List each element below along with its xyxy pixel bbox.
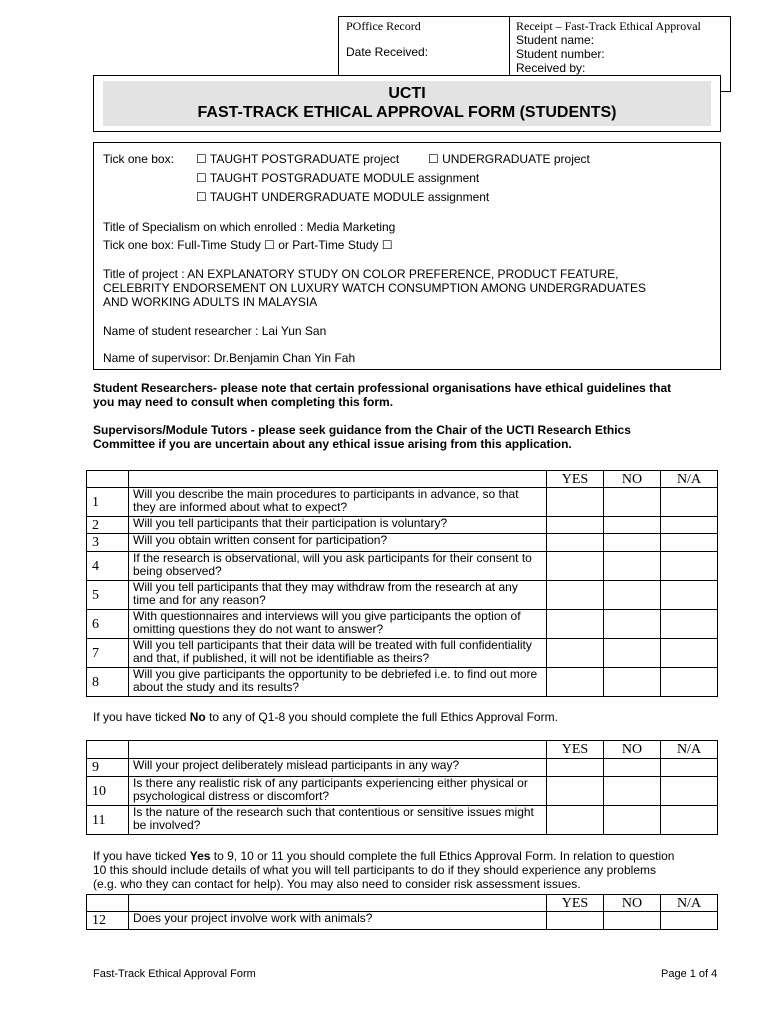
answer-no-cell[interactable] bbox=[604, 534, 661, 552]
student-number-label: Student number: bbox=[516, 47, 605, 61]
student-researcher-line: Name of student researcher : Lai Yun San bbox=[103, 324, 327, 338]
question-text: With questionnaires and interviews will you give participants the option of omitting questions they do not want to answer? bbox=[129, 610, 547, 639]
table-row bbox=[87, 777, 718, 806]
table-row bbox=[87, 610, 718, 639]
answer-yes-cell[interactable] bbox=[547, 912, 604, 930]
form-title: FAST-TRACK ETHICAL APPROVAL FORM (STUDENTS) bbox=[197, 104, 617, 121]
note-q9-11-post: to 9, 10 or 11 you should complete the full Ethics Approval Form. In relation to question bbox=[210, 849, 675, 863]
header-empty bbox=[87, 471, 129, 488]
answer-na-cell[interactable] bbox=[661, 668, 718, 697]
header-empty bbox=[129, 741, 547, 759]
answer-yes-cell[interactable] bbox=[547, 581, 604, 610]
table-row bbox=[87, 912, 718, 930]
question-number: 9 bbox=[87, 759, 129, 777]
question-text: Will you obtain written consent for participation? bbox=[129, 534, 547, 552]
office-record-title: POffice Record bbox=[346, 19, 421, 33]
answer-no-cell[interactable] bbox=[604, 806, 661, 835]
answer-na-cell[interactable] bbox=[661, 517, 718, 534]
question-number: 3 bbox=[87, 534, 129, 552]
table-row bbox=[87, 668, 718, 697]
question-number: 8 bbox=[87, 668, 129, 697]
answer-yes-cell[interactable] bbox=[547, 668, 604, 697]
table-row bbox=[87, 581, 718, 610]
title-banner bbox=[103, 81, 711, 126]
answer-no-cell[interactable] bbox=[604, 668, 661, 697]
table-row bbox=[87, 759, 718, 777]
note-q9-11-line-2: 10 this should include details of what you will tell participants to do if they should experience any problems bbox=[93, 863, 656, 877]
question-text: If the research is observational, will you ask participants for their consent to being observed? bbox=[129, 552, 547, 581]
project-title-line-2: CELEBRITY ENDORSEMENT ON LUXURY WATCH CONSUMPTION AMONG UNDERGRADUATES bbox=[103, 281, 646, 295]
header-no: NO bbox=[604, 895, 661, 912]
note-q1-8-post: to any of Q1-8 you should complete the full Ethics Approval Form. bbox=[205, 710, 558, 724]
study-mode-line[interactable]: Tick one box: Full-Time Study ☐ or Part-Time Study ☐ bbox=[103, 238, 393, 252]
questions-table-2 bbox=[86, 740, 718, 835]
answer-na-cell[interactable] bbox=[661, 534, 718, 552]
table-row bbox=[87, 517, 718, 534]
answer-no-cell[interactable] bbox=[604, 610, 661, 639]
questions-table-1 bbox=[86, 470, 718, 697]
project-title-line-3: AND WORKING ADULTS IN MALAYSIA bbox=[103, 295, 318, 309]
question-number: 11 bbox=[87, 806, 129, 835]
answer-na-cell[interactable] bbox=[661, 806, 718, 835]
answer-na-cell[interactable] bbox=[661, 552, 718, 581]
office-record-left bbox=[346, 19, 428, 59]
answer-yes-cell[interactable] bbox=[547, 639, 604, 668]
question-text: Will you give participants the opportunity to be debriefed i.e. to find out more about the study and its results? bbox=[129, 668, 547, 697]
answer-yes-cell[interactable] bbox=[547, 534, 604, 552]
answer-na-cell[interactable] bbox=[661, 639, 718, 668]
question-text: Is there any realistic risk of any participants experiencing either physical or psychological distress or discomfort? bbox=[129, 777, 547, 806]
answer-no-cell[interactable] bbox=[604, 581, 661, 610]
note-q1-8-pre: If you have ticked bbox=[93, 710, 190, 724]
header-yes: YES bbox=[547, 471, 604, 488]
note-q1-8 bbox=[93, 710, 558, 724]
question-number: 2 bbox=[87, 517, 129, 534]
supervisors-note-line-1: Supervisors/Module Tutors - please seek guidance from the Chair of the UCTI Research Ethics bbox=[93, 423, 631, 437]
answer-na-cell[interactable] bbox=[661, 777, 718, 806]
researchers-note-line-1: Student Researchers- please note that certain professional organisations have ethical guidelines that bbox=[93, 381, 672, 395]
answer-na-cell[interactable] bbox=[661, 488, 718, 517]
question-text: Is the nature of the research such that contentious or sensitive issues might be involved? bbox=[129, 806, 547, 835]
question-number: 12 bbox=[87, 912, 129, 930]
answer-yes-cell[interactable] bbox=[547, 777, 604, 806]
footer-form-name: Fast-Track Ethical Approval Form bbox=[93, 968, 256, 980]
header-na: N/A bbox=[661, 895, 718, 912]
answer-na-cell[interactable] bbox=[661, 912, 718, 930]
header-na: N/A bbox=[661, 471, 718, 488]
table-row bbox=[87, 534, 718, 552]
answer-yes-cell[interactable] bbox=[547, 488, 604, 517]
note-q9-11 bbox=[93, 849, 674, 891]
specialism-line: Title of Specialism on which enrolled : Media Marketing bbox=[103, 220, 396, 234]
question-text: Will you tell participants that their participation is voluntary? bbox=[129, 517, 547, 534]
header-yes: YES bbox=[547, 741, 604, 759]
title-box bbox=[93, 75, 721, 132]
answer-yes-cell[interactable] bbox=[547, 806, 604, 835]
supervisors-note bbox=[93, 423, 631, 451]
supervisors-note-line-2: Committee if you are uncertain about any ethical issue arising from this application. bbox=[93, 437, 572, 451]
table-row bbox=[87, 552, 718, 581]
option-taught-postgraduate-module[interactable]: ☐ TAUGHT POSTGRADUATE MODULE assignment bbox=[196, 171, 480, 185]
tick-one-box-label: Tick one box: bbox=[103, 152, 174, 166]
question-text: Will you tell participants that they may withdraw from the research at any time and for any reason? bbox=[129, 581, 547, 610]
option-taught-postgraduate-project[interactable]: ☐ TAUGHT POSTGRADUATE project bbox=[196, 152, 400, 166]
note-q1-8-keyword: No bbox=[189, 710, 206, 724]
header-no: NO bbox=[604, 741, 661, 759]
question-text: Will you tell participants that their data will be treated with full confidentiality and that, if published, it will not be identifiable as theirs? bbox=[129, 639, 547, 668]
answer-yes-cell[interactable] bbox=[547, 759, 604, 777]
question-number: 1 bbox=[87, 488, 129, 517]
table-header-row bbox=[87, 741, 718, 759]
question-text: Will you describe the main procedures to participants in advance, so that they are informed about what to expect? bbox=[129, 488, 547, 517]
answer-na-cell[interactable] bbox=[661, 581, 718, 610]
answer-yes-cell[interactable] bbox=[547, 610, 604, 639]
question-number: 5 bbox=[87, 581, 129, 610]
questions-table-3 bbox=[86, 894, 718, 930]
note-q9-11-keyword: Yes bbox=[189, 849, 211, 863]
researchers-note-line-2: you may need to consult when completing this form. bbox=[93, 395, 394, 409]
researchers-note bbox=[93, 381, 671, 409]
option-taught-undergraduate-module[interactable]: ☐ TAUGHT UNDERGRADUATE MODULE assignment bbox=[196, 190, 490, 204]
question-number: 7 bbox=[87, 639, 129, 668]
receipt-section bbox=[516, 19, 701, 75]
answer-no-cell[interactable] bbox=[604, 759, 661, 777]
option-undergraduate-project[interactable]: ☐ UNDERGRADUATE project bbox=[428, 152, 590, 166]
table-header-row bbox=[87, 471, 718, 488]
table-row bbox=[87, 488, 718, 517]
header-no: NO bbox=[604, 471, 661, 488]
answer-no-cell[interactable] bbox=[604, 639, 661, 668]
answer-yes-cell[interactable] bbox=[547, 517, 604, 534]
project-title-line-1: Title of project : AN EXPLANATORY STUDY ON COLOR PREFERENCE, PRODUCT FEATURE, bbox=[103, 267, 619, 281]
answer-na-cell[interactable] bbox=[661, 759, 718, 777]
receipt-title: Receipt – Fast-Track Ethical Approval bbox=[516, 19, 701, 33]
project-info-box bbox=[93, 142, 721, 370]
table-row bbox=[87, 806, 718, 835]
note-q9-11-line-3: (e.g. who they can contact for help). You may also need to consider risk assessment issues. bbox=[93, 877, 581, 891]
question-number: 4 bbox=[87, 552, 129, 581]
answer-no-cell[interactable] bbox=[604, 552, 661, 581]
answer-no-cell[interactable] bbox=[604, 777, 661, 806]
table-row bbox=[87, 639, 718, 668]
question-text: Does your project involve work with animals? bbox=[129, 912, 547, 930]
question-text: Will your project deliberately mislead participants in any way? bbox=[129, 759, 547, 777]
header-empty bbox=[87, 895, 129, 912]
question-number: 6 bbox=[87, 610, 129, 639]
student-name-label: Student name: bbox=[516, 33, 595, 47]
answer-na-cell[interactable] bbox=[661, 610, 718, 639]
org-name: UCTI bbox=[388, 85, 426, 102]
note-q9-11-pre: If you have ticked bbox=[93, 849, 190, 863]
header-empty bbox=[87, 741, 129, 759]
answer-yes-cell[interactable] bbox=[547, 552, 604, 581]
footer-page-number: Page 1 of 4 bbox=[661, 968, 718, 980]
answer-no-cell[interactable] bbox=[604, 488, 661, 517]
header-na: N/A bbox=[661, 741, 718, 759]
header-empty bbox=[129, 471, 547, 488]
table-header-row bbox=[87, 895, 718, 912]
answer-no-cell[interactable] bbox=[604, 517, 661, 534]
supervisor-line: Name of supervisor: Dr.Benjamin Chan Yin Fah bbox=[103, 351, 356, 365]
received-by-label: Received by: bbox=[516, 61, 586, 75]
header-yes: YES bbox=[547, 895, 604, 912]
header-empty bbox=[129, 895, 547, 912]
question-number: 10 bbox=[87, 777, 129, 806]
answer-no-cell[interactable] bbox=[604, 912, 661, 930]
date-received-label: Date Received: bbox=[346, 45, 429, 59]
